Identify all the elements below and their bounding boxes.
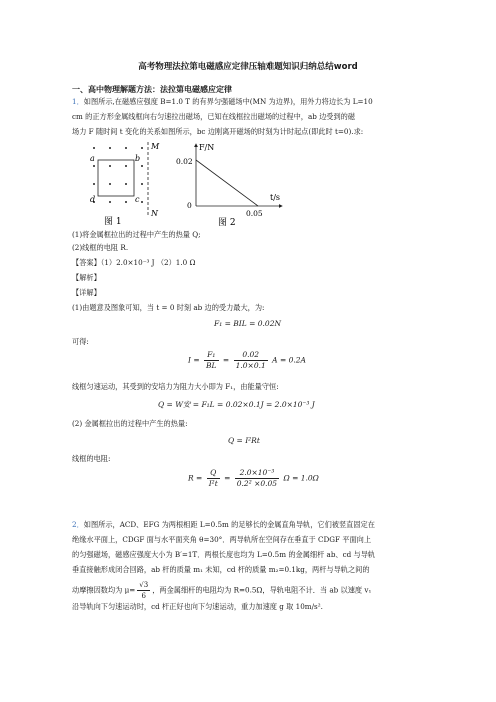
square-frame — [98, 160, 134, 196]
solution-step-1: (1)由题意及图象可知，当 t = 0 时刻 ab 边的受力最大，为: — [72, 303, 265, 312]
q2-line-2: 绝缘水平面上，CDGF 面与水平面夹角 θ=30°．两导轨所在空间存在垂直于 CDGF 平面向上 — [72, 535, 372, 544]
equation-current: I = $\frac{\text{F₁}}{BL}$ = $\frac{0.02}{1.0\times 0.1}$ A = 0.2A — [188, 350, 306, 370]
label-m: M — [151, 142, 160, 151]
equation-force: F₁ = BIL = 0.02N — [214, 319, 282, 328]
equation-resistance: R = $\frac{Q}{\text{I²t}}$ = $\frac{\text{2.0×10⁻³}}{\text{0.2² ×0.05}}$ Ω = 1.0Ω — [188, 468, 319, 488]
equation-joule: Q = I²Rt — [228, 436, 260, 445]
q2-line-4: 垂直接触形成闭合回路，ab 杆的质量 m₁ 未知，cd 杆的质量 m₂=0.1kg，两杆与导轨之间的 — [72, 565, 370, 574]
q1-part-1: (1)将金属框拉出的过程中产生的热量 Q; — [72, 230, 201, 239]
solution-step-2: 可得: — [72, 337, 89, 346]
figure-1-frame-diagram — [88, 140, 172, 226]
force-line — [196, 160, 258, 206]
q2-line-3: 的匀强磁场，磁感应强度大小为 B′=1T．两根长度也均为 L=0.5m 的金属细杆 ab、cd 与导轨 — [72, 550, 376, 559]
y-axis-label: F/N — [199, 143, 215, 152]
label-c: c — [135, 195, 140, 204]
q2-line-1: 2．如图所示，ACD、EFG 为两根相距 L=0.5m 的足够长的金属直角导轨，它们被竖直固定在 — [72, 520, 375, 529]
x-axis-label: t/s — [270, 193, 281, 202]
q1-part-2: (2)线框的电阻 R. — [72, 243, 129, 252]
label-b: b — [135, 154, 141, 163]
q1-line-1: 1．如图所示,在磁感应强度 B=1.0 T 的有界匀强磁场中(MN 为边界)，用外力将边长为 L=10 — [72, 97, 373, 106]
figure-1-caption: 图 1 — [104, 217, 122, 226]
q2-line-6: 沿导轨向下匀速运动时，cd 杆正好也向下匀速运动，重力加速度 g 取 10m/s². — [72, 602, 323, 611]
analysis-tag: 【解析】 — [72, 273, 101, 282]
q1-line-3: 场力 F 随时间 t 变化的关系如图所示，bc 边刚离开磁场的时刻为计时起点(即此时 t=0).求: — [72, 127, 364, 136]
equation-heat: Q = W安 = F₁L = 0.02×0.1J = 2.0×10⁻³ J — [158, 400, 315, 409]
solution-step-4: (2) 金属框拉出的过程中产生的热量: — [72, 419, 188, 428]
origin-label: 0 — [187, 201, 192, 210]
q1-number: 1． — [72, 97, 84, 106]
label-a: a — [90, 154, 95, 163]
q2-number: 2． — [72, 520, 84, 529]
detail-tag: 【详解】 — [72, 288, 101, 297]
label-n: N — [151, 209, 158, 218]
document-title: 高考物理法拉第电磁感应定律压轴难题知识归纳总结word — [138, 62, 358, 72]
label-d: d — [90, 195, 96, 204]
answer-line: 【答案】（1）2.0×10⁻³ J （2）1.0 Ω — [72, 258, 196, 267]
q2-line-5: 动摩擦因数均为 μ= $\frac{√3}{6}$ ，两金属细杆的电阻均为 R=0.5Ω，导轨电阻不计．当 ab 以速度 v₁ — [72, 581, 372, 600]
y-tick-label: 0.02 — [176, 157, 193, 166]
solution-step-3: 线框匀速运动，其受到的安培力为阻力大小即为 F₁，由能量守恒: — [72, 382, 279, 391]
figure-2-caption: 图 2 — [218, 218, 236, 228]
figure-2-force-time-graph — [174, 140, 292, 228]
solution-step-5: 线框的电阻: — [72, 454, 111, 463]
x-tick-label: 0.05 — [246, 209, 263, 218]
q1-line-2: cm 的正方形金属线框向右匀速拉出磁场，已知在线框拉出磁场的过程中，ab 边受到的磁 — [72, 112, 356, 121]
section-heading: 一、高中物理解题方法：法拉第电磁感应定律 — [72, 85, 232, 94]
